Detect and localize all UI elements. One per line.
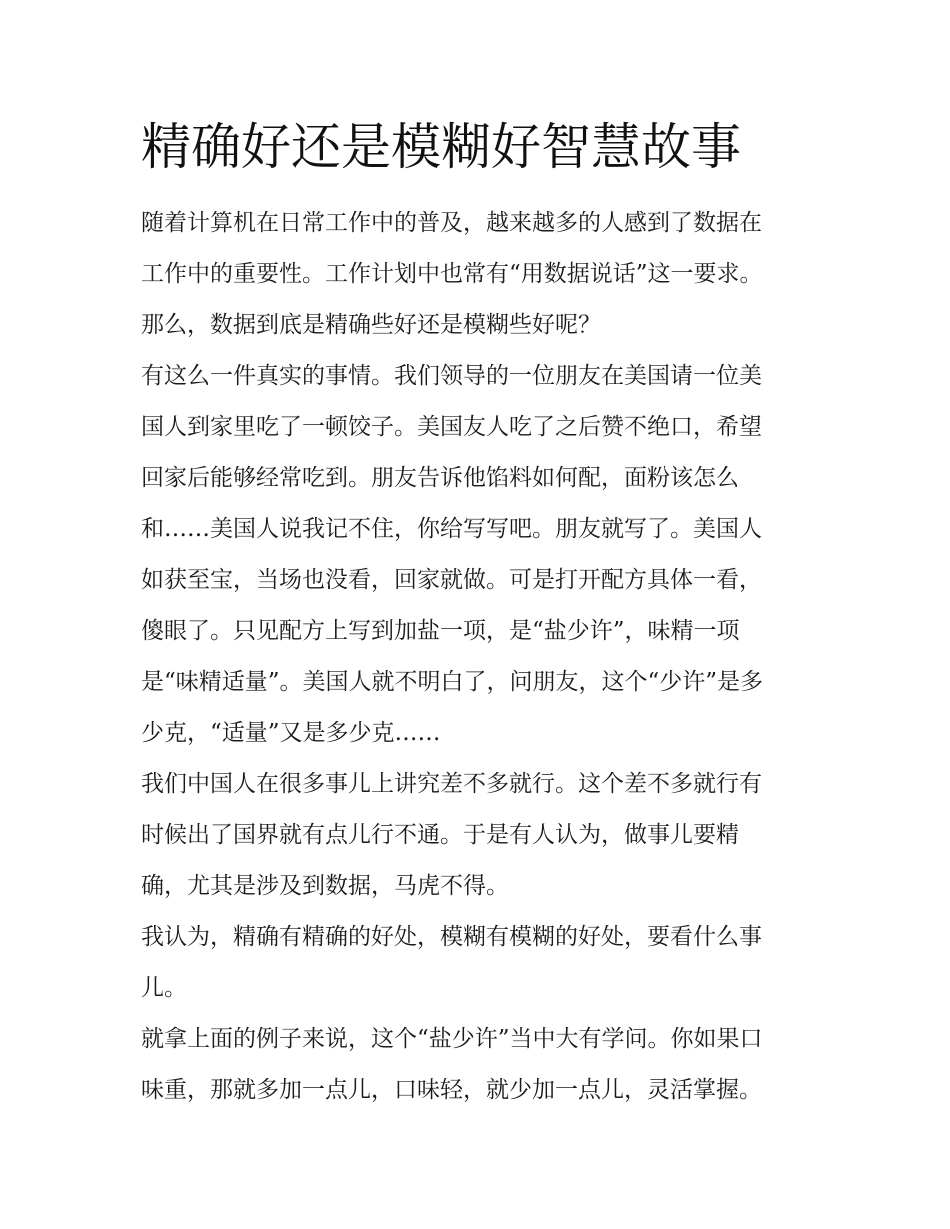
body-line: 就拿上面的例子来说，这个“盐少许”当中大有学问。你如果口: [141, 1026, 763, 1052]
body-line: 儿。: [141, 975, 187, 1001]
document-title: 精确好还是模糊好智慧故事: [141, 118, 741, 176]
document-body: [141, 198, 821, 1116]
body-line: 我们中国人在很多事儿上讲究差不多就行。这个差不多就行有: [141, 771, 762, 797]
body-line: 回家后能够经常吃到。朋友告诉他馅料如何配，面粉该怎么: [141, 465, 739, 491]
body-line: 时候出了国界就有点儿行不通。于是有人认为，做事儿要精: [141, 822, 739, 848]
body-line: 是“味精适量”。美国人就不明白了，问朋友，这个“少许”是多: [141, 669, 764, 695]
body-line: 那么，数据到底是精确些好还是模糊些好呢？: [141, 312, 601, 338]
body-line: 和……美国人说我记不住，你给写写吧。朋友就写了。美国人: [141, 516, 762, 542]
body-line: 工作中的重要性。工作计划中也常有“用数据说话”这一要求。: [141, 261, 763, 287]
body-line: 如获至宝，当场也没看，回家就做。可是打开配方具体一看，: [141, 567, 762, 593]
body-line: 少克，“适量”又是多少克……: [141, 720, 441, 746]
body-line: 傻眼了。只见配方上写到加盐一项，是“盐少许”，味精一项: [141, 618, 740, 644]
body-line: 随着计算机在日常工作中的普及，越来越多的人感到了数据在: [141, 210, 762, 236]
body-line: 有这么一件真实的事情。我们领导的一位朋友在美国请一位美: [141, 363, 762, 389]
body-line: 国人到家里吃了一顿饺子。美国友人吃了之后赞不绝口，希望: [141, 414, 762, 440]
body-line: 味重，那就多加一点儿，口味轻，就少加一点儿，灵活掌握。: [141, 1077, 762, 1103]
body-line: 我认为，精确有精确的好处，模糊有模糊的好处，要看什么事: [141, 924, 762, 950]
body-line: 确，尤其是涉及到数据，马虎不得。: [141, 873, 509, 899]
